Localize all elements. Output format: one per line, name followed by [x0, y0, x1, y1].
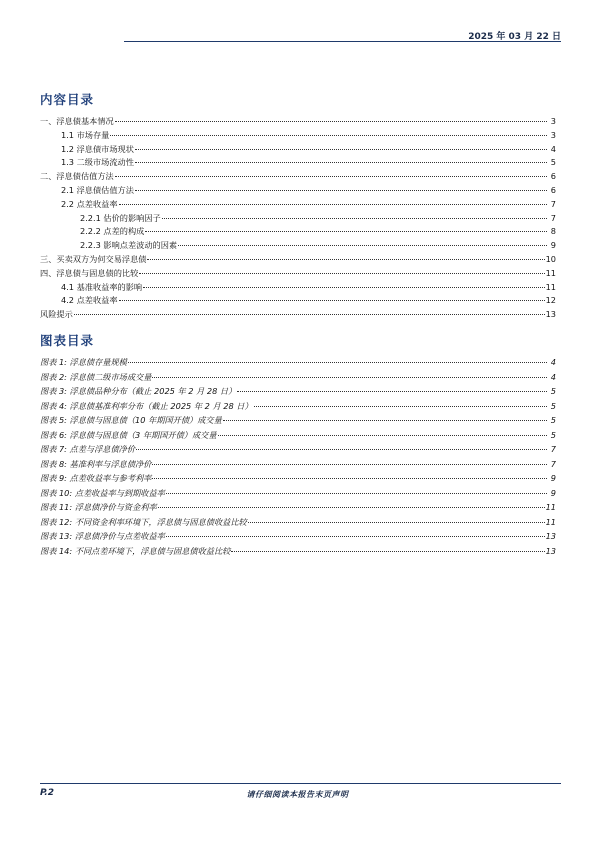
figure-entry-label: 图表 13: 浮息债净价与点差收益率 — [40, 531, 165, 541]
figure-entry-page: 7 — [550, 444, 556, 454]
figure-entry-label: 图表 4: 浮息债基准利率分布（截止 2025 年 2 月 28 日） — [40, 400, 253, 411]
dot-leader — [158, 507, 545, 508]
figure-entry-label: 图表 8: 基准利率与浮息债净价 — [40, 458, 152, 469]
figure-entry-label: 图表 6: 浮息债与固息债（3 年期国开债）成交量 — [40, 429, 217, 440]
figure-entry-label: 图表 14: 不同点差环境下，浮息债与固息债收益比较 — [40, 545, 231, 556]
toc-entry-page: 13 — [545, 309, 556, 320]
figure-entry-page: 5 — [550, 429, 556, 440]
contents-title: 内容目录 — [40, 92, 95, 107]
toc-entry[interactable] — [40, 308, 556, 322]
toc-entry-page: 10 — [545, 253, 556, 264]
contents-list — [40, 115, 556, 322]
dot-leader — [162, 218, 547, 219]
toc-entry-label: 2.2.2 点差的构成 — [80, 226, 145, 237]
dot-leader — [74, 314, 545, 315]
dot-leader — [119, 300, 545, 301]
toc-entry[interactable] — [40, 225, 556, 239]
toc-entry-label: 1.1 市场存量 — [61, 129, 110, 140]
toc-entry[interactable] — [40, 212, 556, 226]
toc-entry[interactable] — [40, 239, 556, 253]
figure-entry-page: 4 — [550, 371, 556, 382]
disclaimer-note: 请仔细阅读本报告末页声明 — [246, 790, 349, 799]
toc-entry-label: 2.2 点差收益率 — [61, 198, 118, 209]
toc-entry-page: 11 — [545, 281, 556, 292]
dot-leader — [135, 162, 547, 163]
dot-leader — [143, 287, 544, 288]
dot-leader — [166, 536, 545, 537]
report-date: 2025 年 03 月 22 日 — [468, 32, 561, 42]
toc-entry[interactable] — [40, 294, 556, 308]
figure-entry-label: 图表 3: 浮息债品种分布（截止 2025 年 2 月 28 日） — [40, 386, 237, 396]
figure-entry-label: 图表 9: 点差收益率与参考利率 — [40, 473, 152, 483]
dot-leader — [254, 406, 547, 407]
toc-entry-page: 8 — [550, 226, 556, 237]
toc-entry-label: 一、浮息债基本情况 — [40, 116, 114, 126]
figure-entry[interactable] — [40, 355, 556, 370]
dot-leader — [248, 522, 545, 523]
figure-entry[interactable] — [40, 500, 556, 515]
figure-entry-page: 5 — [550, 400, 556, 411]
dot-leader — [128, 362, 547, 363]
toc-entry-page: 4 — [550, 143, 556, 154]
dot-leader — [237, 391, 547, 392]
footer-divider — [40, 783, 561, 784]
figure-entry-page: 13 — [545, 545, 556, 556]
toc-entry-page: 7 — [550, 212, 556, 223]
figure-entry-label: 图表 5: 浮息债与固息债（10 年期国开债）成交量 — [40, 415, 222, 425]
toc-entry-label: 二、浮息债估值方法 — [40, 171, 114, 182]
toc-entry-page: 11 — [545, 267, 556, 278]
toc-entry-label: 风险提示 — [40, 309, 73, 320]
toc-entry[interactable] — [40, 115, 556, 129]
header-divider — [124, 41, 561, 42]
figure-entry[interactable] — [40, 428, 556, 443]
dot-leader — [135, 190, 547, 191]
figure-entry[interactable] — [40, 413, 556, 428]
toc-entry-label: 4.1 基准收益率的影响 — [61, 281, 143, 292]
dot-leader — [145, 231, 547, 232]
dot-leader — [135, 149, 547, 150]
toc-entry-page: 6 — [550, 171, 556, 182]
toc-entry[interactable] — [40, 184, 556, 198]
toc-entry[interactable] — [40, 267, 556, 281]
figure-entry-page: 11 — [545, 502, 556, 512]
figure-entry[interactable] — [40, 370, 556, 385]
dot-leader — [115, 121, 547, 122]
dot-leader — [139, 273, 544, 274]
toc-entry[interactable] — [40, 129, 556, 143]
dot-leader — [110, 135, 547, 136]
figure-entry-label: 图表 10: 点差收益率与到期收益率 — [40, 487, 165, 498]
toc-entry-label: 2.1 浮息债估值方法 — [61, 184, 134, 195]
figures-list — [40, 355, 556, 558]
figure-entry-page: 11 — [545, 516, 556, 527]
figure-entry-label: 图表 7: 点差与浮息债净价 — [40, 444, 136, 454]
toc-entry[interactable] — [40, 253, 556, 267]
toc-entry-page: 3 — [550, 129, 556, 140]
dot-leader — [152, 377, 547, 378]
figure-entry-label: 图表 2: 浮息债二级市场成交量 — [40, 371, 152, 382]
dot-leader — [152, 464, 547, 465]
dot-leader — [223, 420, 547, 421]
figure-entry-page: 5 — [550, 415, 556, 425]
figure-entry-label: 图表 12: 不同资金利率环境下，浮息债与固息债收益比较 — [40, 516, 247, 527]
toc-entry[interactable] — [40, 281, 556, 295]
toc-entry[interactable] — [40, 143, 556, 157]
figure-entry[interactable] — [40, 544, 556, 559]
dot-leader — [115, 176, 547, 177]
toc-entry-label: 2.2.3 影响点差波动的因素 — [80, 240, 178, 251]
dot-leader — [178, 245, 547, 246]
toc-entry[interactable] — [40, 170, 556, 184]
toc-entry[interactable] — [40, 198, 556, 212]
toc-entry-label: 4.2 点差收益率 — [61, 295, 118, 306]
figure-entry[interactable] — [40, 442, 556, 457]
figure-entry[interactable] — [40, 471, 556, 486]
toc-entry-page: 5 — [550, 157, 556, 168]
figure-entry-label: 图表 1: 浮息债存量规模 — [40, 357, 127, 367]
toc-entry-label: 四、浮息债与固息债的比较 — [40, 267, 139, 278]
dot-leader — [166, 493, 547, 494]
figure-entry[interactable] — [40, 399, 556, 414]
toc-entry-label: 2.2.1 估价的影响因子 — [80, 212, 161, 223]
dot-leader — [218, 435, 547, 436]
toc-entry-page: 6 — [550, 184, 556, 195]
page-number: P.2 — [40, 788, 54, 798]
figures-title: 图表目录 — [40, 333, 95, 348]
dot-leader — [119, 204, 547, 205]
toc-entry-label: 1.3 二级市场流动性 — [61, 157, 134, 168]
dot-leader — [136, 449, 547, 450]
figure-entry[interactable] — [40, 486, 556, 501]
toc-entry-page: 9 — [550, 240, 556, 251]
toc-entry[interactable] — [40, 156, 556, 170]
figure-entry-page: 9 — [550, 473, 556, 483]
figure-entry-page: 4 — [550, 357, 556, 367]
toc-entry-page: 7 — [550, 198, 556, 209]
figure-entry[interactable] — [40, 384, 556, 399]
figure-entry-page: 5 — [550, 386, 556, 396]
dot-leader — [152, 478, 547, 479]
figure-entry-page: 13 — [545, 531, 556, 541]
toc-entry-label: 1.2 浮息债市场现状 — [61, 143, 134, 154]
toc-entry-page: 3 — [550, 116, 556, 126]
figure-entry-page: 7 — [550, 458, 556, 469]
figure-entry-page: 9 — [550, 487, 556, 498]
toc-entry-label: 三、买卖双方为何交易浮息债 — [40, 253, 147, 264]
toc-entry-page: 12 — [545, 295, 556, 306]
figure-entry[interactable] — [40, 515, 556, 530]
dot-leader — [147, 259, 544, 260]
figure-entry[interactable] — [40, 457, 556, 472]
figure-entry[interactable] — [40, 529, 556, 544]
dot-leader — [231, 551, 544, 552]
figure-entry-label: 图表 11: 浮息债净价与资金利率 — [40, 502, 157, 512]
